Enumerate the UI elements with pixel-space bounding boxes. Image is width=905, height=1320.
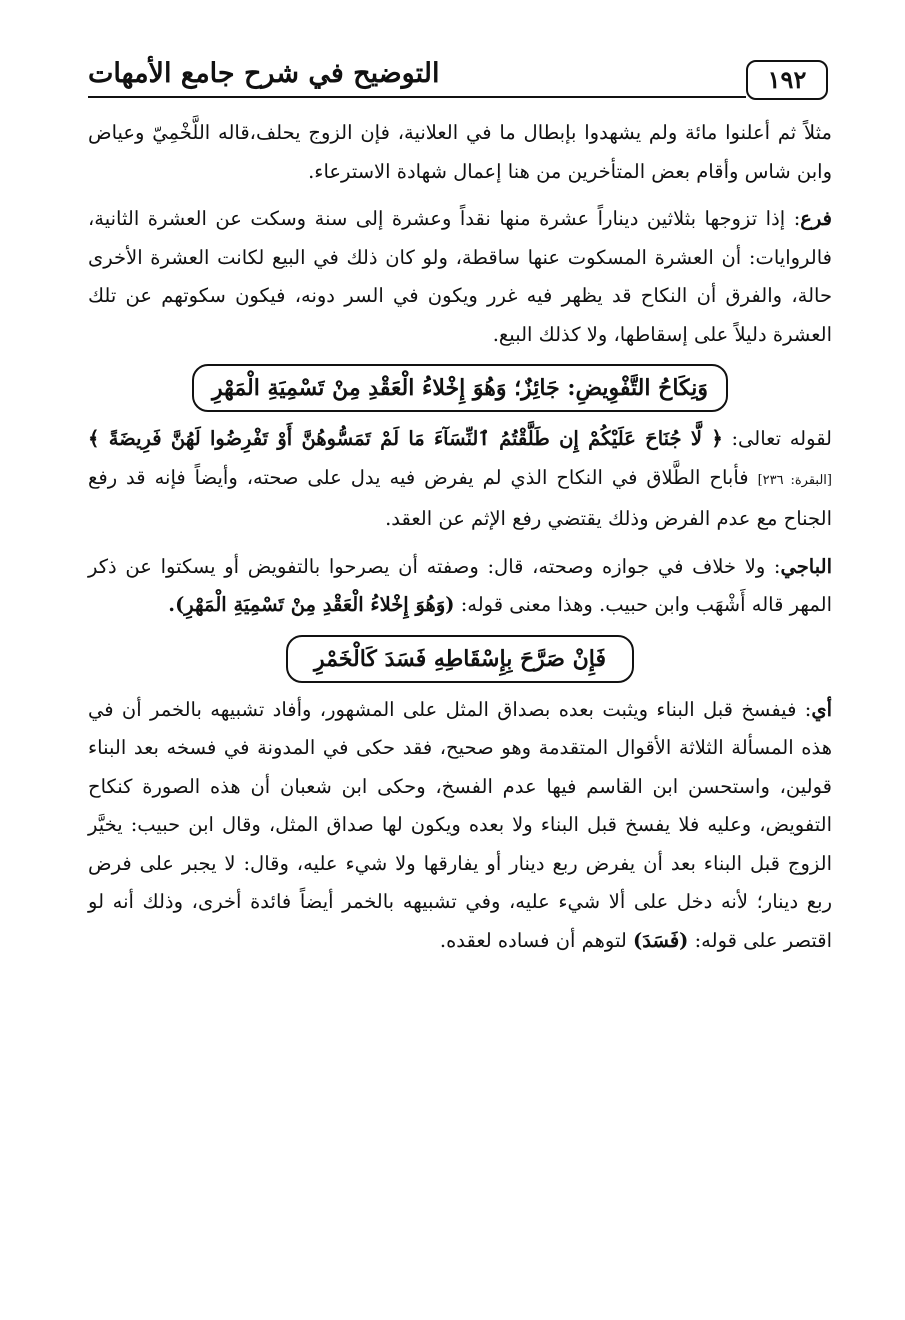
running-title: التوضيح في شرح جامع الأمهات — [88, 58, 440, 89]
page-body — [88, 114, 832, 960]
matn-box-tafwid: وَنِكَاحُ التَّفْوِيضِ: جَائِزٌ؛ وَهُوَ إِخْلاءُ الْعَقْدِ مِنْ تَسْمِيَةِ الْمَهْرِ — [192, 364, 728, 412]
quran-commentary: فأباح الطَّلاق في النكاح الذي لم يفرض فيه يدل على صحته، وأيضاً فإنه قد رفع الجناح مع عدم الفرض وذلك يقتضي رفع الإثم عن العقد. — [88, 465, 832, 530]
paragraph-baji — [88, 548, 832, 625]
matn-box-khamr: فَإِنْ صَرَّحَ بِإِسْقَاطِهِ فَسَدَ كَالْخَمْرِ — [286, 635, 634, 683]
commentary-text: : فيفسخ قبل البناء ويثبت بعده بصداق المثل على المشهور، وأفاد تشبيهه بالخمر أن في هذه المسألة الثلاثة الأقوال المتقدمة وهو صحيح، فقد حكى في المدونة في فسخه بعد البناء قولين، واستحسن ابن القاسم فيها عدم الفسخ، وحكى ابن شعبان أن هذه الصورة كنكاح التفويض، وعليه فلا يفسخ قبل البناء ولا بعده ويكون لها صداق المثل، وقال ابن حبيب: يخيَّر الزوج قبل البناء بعد أن يفرض ربع دينار أو يفارقها ولا شيء عليه، وقال: لا يجبر على فرض ربع دينار؛ لأنه دخل على ألا شيء عليه، وفي تشبيهه بالخمر أيضاً فائدة أخرى، وذلك أنه لو اقتصر على قوله: — [88, 697, 832, 952]
quran-reference: [البقرة: ٢٣٦] — [757, 472, 832, 488]
quran-verse: ﴿ لَّا جُنَاحَ عَلَيْكُمْ إِن طَلَّقْتُمُ ٱلنِّسَآءَ مَا لَمْ تَمَسُّوهُنَّ أَوْ تَفْرِضُوا لَهُنَّ فَرِيضَةً ﴾ — [88, 427, 723, 450]
commentary-matn-quote: (فَسَدَ) — [633, 928, 689, 952]
far3-text: : إذا تزوجها بثلاثين ديناراً عشرة منها نقداً وعشرة إلى سنة وسكت عن العشرة الثانية، فالروايات: أن العشرة المسكوت عنها ساقطة، ولو كان ذلك في البيع لكانت العشرة الأخرى حالة، والفرق أن النكاح قد يظهر فيه غرر ويكون في السر دونه، فيكون سكوتهم عن تلك العشرة دليلاً على إسقاطها، ولا كذلك البيع. — [88, 207, 833, 346]
baji-text: : ولا خلاف في جوازه وصحته، قال: وصفته أن يصرحوا بالتفويض أو يسكتوا عن ذكر المهر قاله أَشْهَب وابن حبيب. وهذا معنى قوله: — [88, 554, 832, 616]
paragraph-1: مثلاً ثم أعلنوا مائة ولم يشهدوا بإبطال ما في العلانية، فإن الزوج يحلف،قاله اللَّخْمِيّ وعياض وابن شاس وأقام بعض المتأخرين من هنا إعمال شهادة الاسترعاء. — [88, 121, 832, 183]
quran-intro: لقوله تعالى: — [722, 427, 833, 450]
matn-box-2-wrap — [88, 635, 832, 683]
commentary-label: أي — [811, 697, 832, 721]
paragraph-far3 — [88, 200, 832, 354]
matn-box-1-wrap — [88, 364, 832, 412]
baji-matn-quote: (وَهُوَ إِخْلاءُ الْعَقْدِ مِنْ تَسْمِيَةِ الْمَهْرِ). — [168, 593, 455, 616]
header-rule — [88, 96, 746, 98]
paragraph-quran-citation — [88, 420, 832, 539]
paragraph-commentary — [88, 691, 832, 961]
page-header — [88, 52, 828, 96]
commentary-end: لتوهم أن فساده لعقده. — [439, 928, 633, 952]
page-number: ١٩٢ — [746, 60, 828, 100]
baji-label: الباجي — [780, 554, 832, 578]
far3-label: فرع — [800, 207, 832, 230]
